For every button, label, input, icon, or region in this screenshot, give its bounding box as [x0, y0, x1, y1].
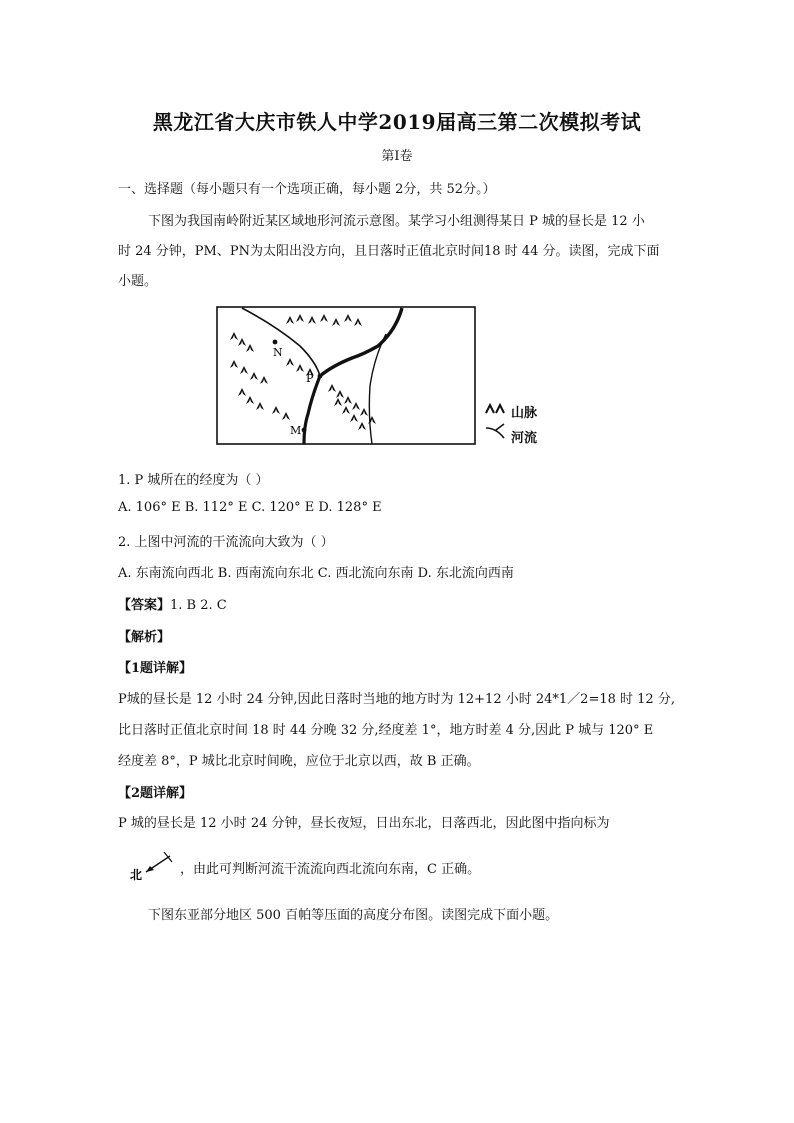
label-n: N — [273, 346, 283, 359]
label-m: M — [290, 424, 302, 437]
question-2-stem: 2. 上图中河流的干流流向大致为（ ） — [118, 535, 334, 550]
legend-mountain-label: 山脉 — [511, 406, 538, 421]
river-legend-icon — [486, 424, 504, 438]
section-heading: 一、选择题（每小题只有一个选项正确，每小题 2分，共 52分。） — [118, 182, 496, 197]
analysis-label: 【解析】 — [118, 630, 171, 645]
question-1-stem: 1. P 城所在的经度为（ ） — [118, 473, 269, 488]
q1-detail-line-1: P城的昼长是 12 小时 24 分钟,因此日落时当地的地方时为 12+12 小时 24*1／2=18 时 12 分, — [118, 692, 675, 707]
answer-value: 1. B 2. C — [170, 598, 227, 613]
q2-detail-line-1: P 城的昼长是 12 小时 24 分钟，昼长夜短，日出东北，日落西北，因此图中指向标为 — [118, 816, 610, 831]
intro-line-3: 小题。 — [118, 274, 158, 289]
legend-river-label: 河流 — [511, 431, 538, 446]
intro-line-1: 下图为我国南岭附近某区域地形河流示意图。某学习小组测得某日 P 城的昼长是 12 小 — [148, 214, 645, 229]
question-1-options: A. 106° E B. 112° E C. 120° E D. 128° E — [118, 500, 382, 515]
city-n-dot — [273, 340, 278, 345]
terrain-river-map — [216, 306, 476, 446]
next-intro: 下图东亚部分地区 500 百帕等压面的高度分布图。读图完成下面小题。 — [148, 908, 559, 923]
north-label: 北 — [130, 868, 143, 882]
q1-detail-label: 【1题详解】 — [118, 661, 193, 676]
city-m-dot — [302, 428, 307, 433]
city-p-dot — [318, 374, 323, 379]
north-arrow-icon — [128, 848, 178, 884]
intro-line-2: 时 24 分钟，PM、PN为太阳出没方向，且日落时正值北京时间18 时 44 分。读图，完成下面 — [118, 244, 660, 259]
label-p: P — [306, 372, 314, 385]
page-title: 黑龙江省大庆市铁人中学2019届高三第二次模拟考试 — [152, 110, 642, 134]
q2-detail-line-2: ，由此可判断河流干流流向西北流向东南，C 正确。 — [180, 862, 481, 877]
q1-detail-line-3: 经度差 8°，P 城比北京时间晚，应位于北京以西，故 B 正确。 — [118, 754, 480, 769]
page-subtitle: 第Ⅰ卷 — [381, 149, 413, 164]
answer-line — [118, 594, 227, 613]
q1-detail-line-2: 比日落时正值北京时间 18 时 44 分晚 32 分,经度差 1°，地方时差 4 分,因此 P 城与 120° E — [118, 723, 654, 738]
q2-detail-label: 【2题详解】 — [118, 786, 193, 801]
mountain-legend-icon — [486, 405, 504, 413]
legend-icons — [484, 402, 514, 440]
question-2-options: A. 东南流向西北 B. 西南流向东北 C. 西北流向东南 D. 东北流向西南 — [118, 566, 514, 581]
answer-label: 【答案】 — [118, 598, 171, 613]
